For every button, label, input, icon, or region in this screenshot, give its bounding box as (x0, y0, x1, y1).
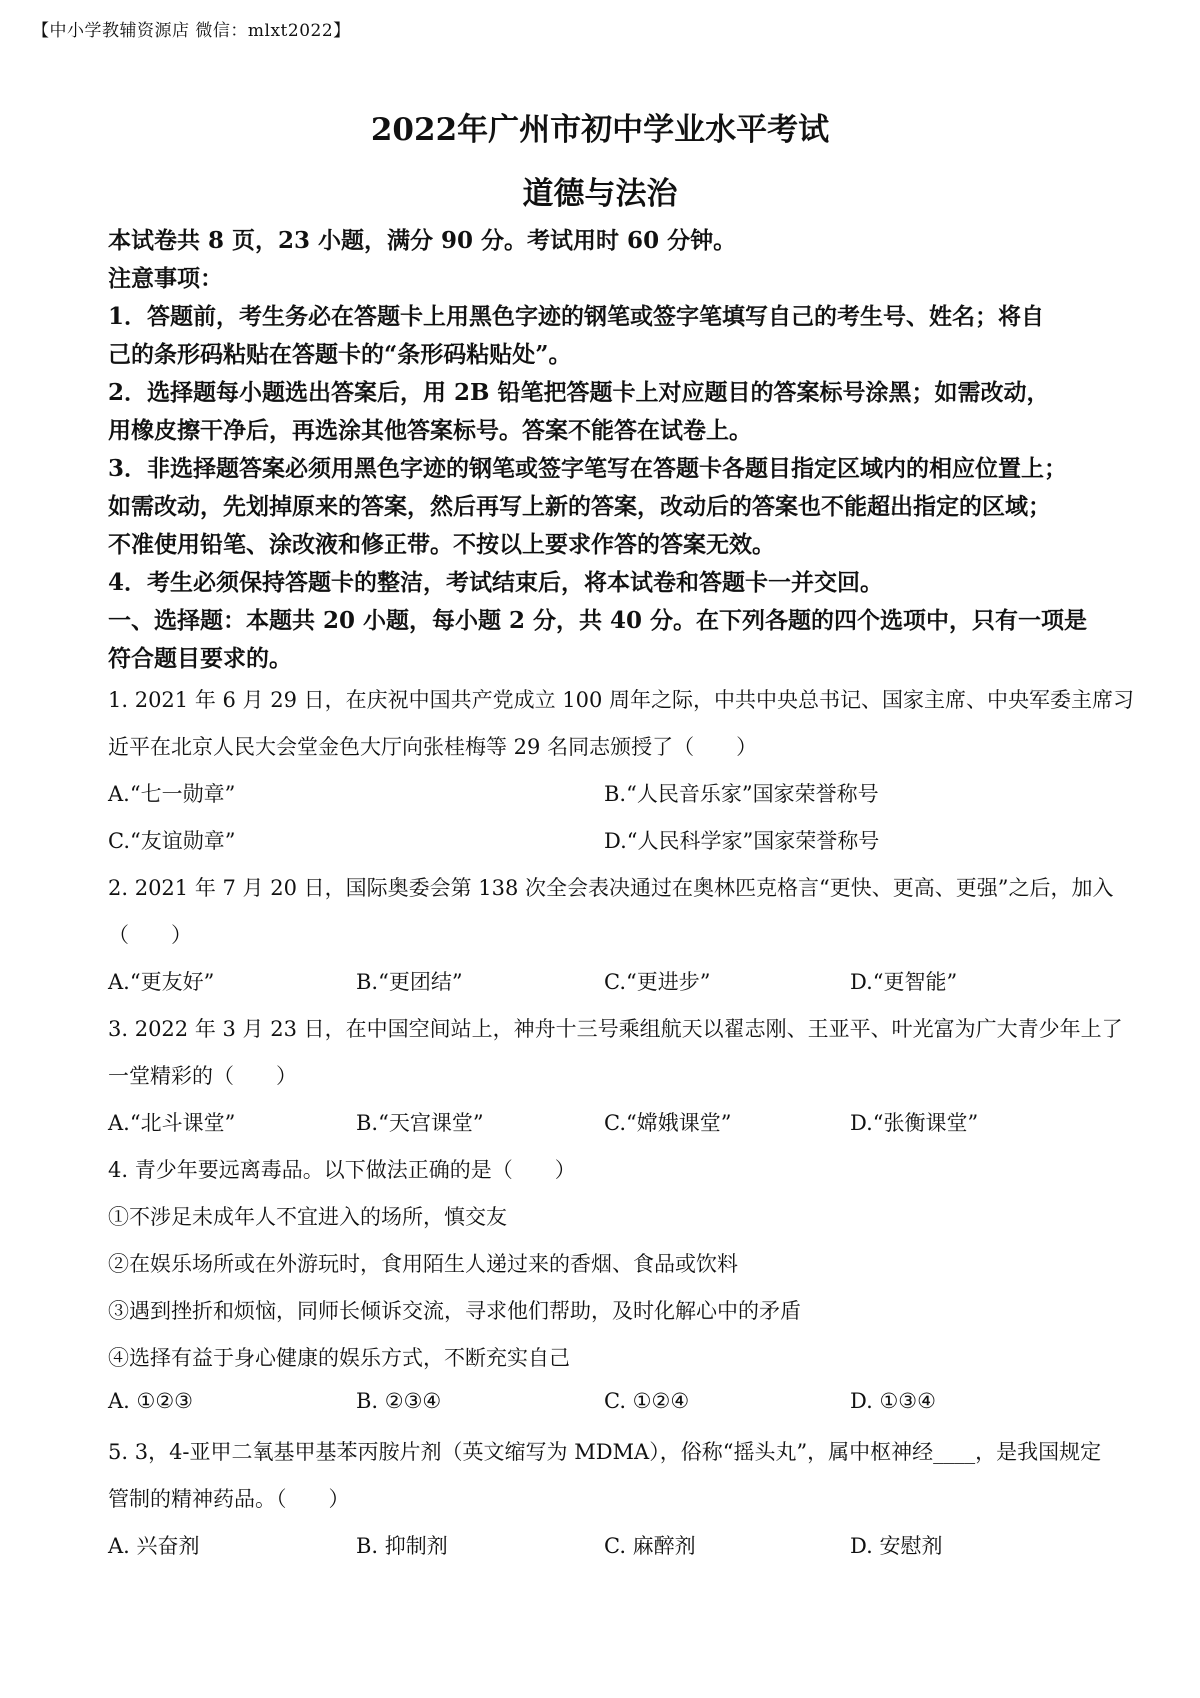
notice-line: 如需改动，先划掉原来的答案，然后再写上新的答案，改动后的答案也不能超出指定的区域； (108, 493, 1051, 520)
notice-line: 4．考生必须保持答题卡的整洁，考试结束后，将本试卷和答题卡一并交回。 (108, 569, 884, 596)
question-3-option-a: A.“北斗课堂” (108, 1111, 236, 1135)
question-4-statement: ②在娱乐场所或在外游玩时，食用陌生人递过来的香烟、食品或饮料 (108, 1252, 738, 1276)
question-4-statement: ①不涉足未成年人不宜进入的场所，慎交友 (108, 1205, 507, 1229)
question-4-option-a: A. ①②③ (108, 1389, 193, 1413)
question-3-option-c: C.“嫦娥课堂” (604, 1111, 732, 1135)
notice-line: 己的条形码粘贴在答题卡的“条形码粘贴处”。 (108, 341, 572, 368)
notice-line: 用橡皮擦干净后，再选涂其他答案标号。答案不能答在试卷上。 (108, 417, 752, 444)
section-heading: 一、选择题：本题共 20 小题，每小题 2 分，共 40 分。在下列各题的四个选项中，只有一项是 (108, 607, 1088, 634)
notice-heading: 注意事项： (108, 265, 223, 292)
question-2-text: 2. 2021 年 7 月 20 日，国际奥委会第 138 次全会表决通过在奥林匹克格言“更快、更高、更强”之后，加入 (108, 876, 1114, 900)
question-4-text: 4. 青少年要远离毒品。以下做法正确的是（ ） (108, 1158, 576, 1182)
question-5-option-d: D. 安慰剂 (850, 1534, 943, 1558)
question-2-text: （ ） (108, 923, 192, 947)
section-heading: 符合题目要求的。 (108, 645, 292, 672)
question-1-text: 1. 2021 年 6 月 29 日，在庆祝中国共产党成立 100 周年之际，中共中央总书记、国家主席、中央军委主席习 (108, 688, 1135, 712)
question-5-option-c: C. 麻醉剂 (604, 1534, 696, 1558)
question-3-option-b: B.“天宫课堂” (356, 1111, 484, 1135)
question-1-text: 近平在北京人民大会堂金色大厅向张桂梅等 29 名同志颁授了（ ） (108, 735, 758, 759)
question-5-option-a: A. 兴奋剂 (108, 1534, 200, 1558)
question-1-option-b: B.“人民音乐家”国家荣誉称号 (604, 782, 879, 806)
notice-line: 2．选择题每小题选出答案后，用 2B 铅笔把答题卡上对应题目的答案标号涂黑；如需改动， (108, 379, 1050, 406)
question-3-option-d: D.“张衡课堂” (850, 1111, 979, 1135)
notice-line: 3．非选择题答案必须用黑色字迹的钢笔或签字笔写在答题卡各题目指定区域内的相应位置上； (108, 455, 1068, 482)
header-tag: 【中小学教辅资源店 微信：mlxt2022】 (32, 21, 351, 41)
question-4-option-b: B. ②③④ (356, 1389, 442, 1413)
question-2-option-b: B.“更团结” (356, 970, 463, 994)
question-5-text: 管制的精神药品。（ ） (108, 1487, 350, 1511)
question-4-option-d: D. ①③④ (850, 1389, 936, 1413)
question-4-statement: ④选择有益于身心健康的娱乐方式，不断充实自己 (108, 1346, 570, 1370)
exam-subject: 道德与法治 (522, 176, 678, 212)
notice-line: 1．答题前，考生务必在答题卡上用黑色字迹的钢笔或签字笔填写自己的考生号、姓名；将自 (108, 303, 1045, 330)
exam-title: 2022年广州市初中学业水平考试 (370, 112, 830, 148)
question-3-text: 3. 2022 年 3 月 23 日，在中国空间站上，神舟十三号乘组航天以翟志刚、王亚平、叶光富为广大青少年上了 (108, 1017, 1123, 1041)
question-2-option-c: C.“更进步” (604, 970, 711, 994)
question-1-option-d: D.“人民科学家”国家荣誉称号 (604, 829, 880, 853)
question-1-option-c: C.“友谊勋章” (108, 829, 236, 853)
question-2-option-d: D.“更智能” (850, 970, 958, 994)
question-4-option-c: C. ①②④ (604, 1389, 690, 1413)
question-1-option-a: A.“七一勋章” (108, 782, 236, 806)
exam-intro: 本试卷共 8 页，23 小题，满分 90 分。考试用时 60 分钟。 (108, 227, 737, 254)
question-5-text: 5. 3，4-亚甲二氧基甲基苯丙胺片剂（英文缩写为 MDMA），俗称“摇头丸”，属中枢神经____，是我国规定 (108, 1440, 1102, 1464)
question-3-text: 一堂精彩的（ ） (108, 1064, 297, 1088)
question-5-option-b: B. 抑制剂 (356, 1534, 448, 1558)
question-2-option-a: A.“更友好” (108, 970, 215, 994)
question-4-statement: ③遇到挫折和烦恼，同师长倾诉交流，寻求他们帮助，及时化解心中的矛盾 (108, 1299, 801, 1323)
notice-line: 不准使用铅笔、涂改液和修正带。不按以上要求作答的答案无效。 (108, 531, 775, 558)
